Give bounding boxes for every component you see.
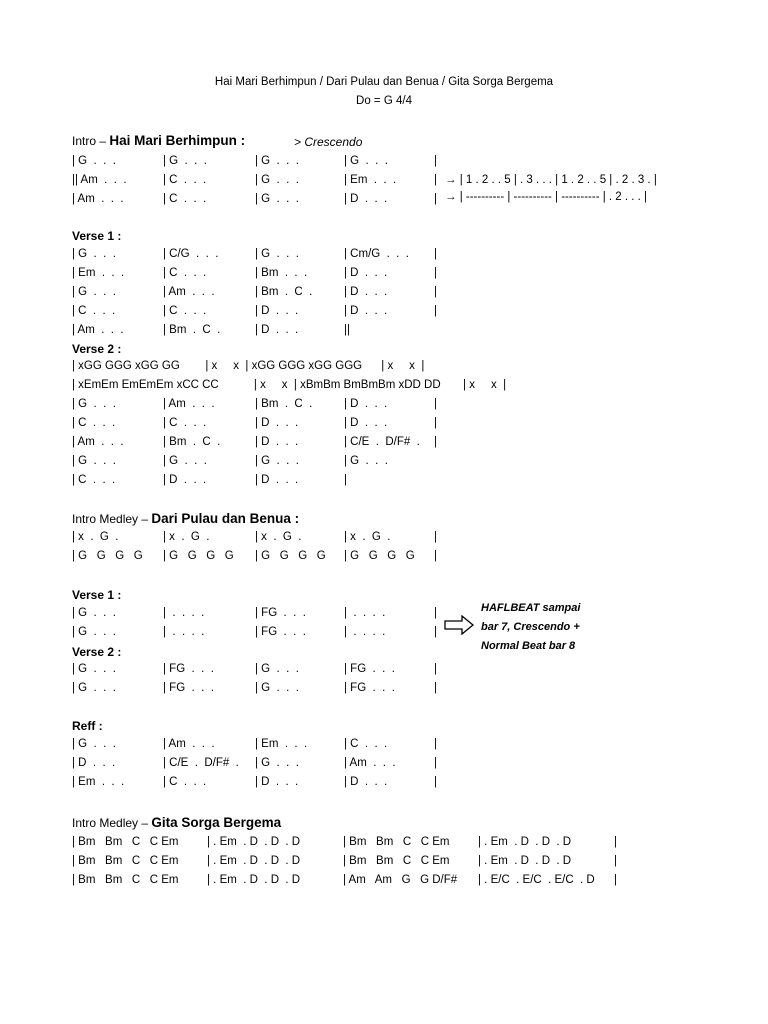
medley-2-song-name: Gita Sorga Bergema [151, 815, 282, 830]
chord-measure: | Am . . . [72, 324, 124, 336]
chord-measure: | G . . . [163, 155, 207, 167]
chord-measure: | Bm . C . [163, 324, 221, 336]
bar-line: | [434, 531, 437, 543]
chord-measure: | G . . . [255, 682, 299, 694]
bar-line: | [434, 155, 437, 167]
chord-measure: | FG . . . [344, 663, 395, 675]
chord-measure: | D . . . [255, 417, 299, 429]
chord-measure: | C . . . [72, 305, 116, 317]
chord-measure: | Bm . C . [255, 398, 313, 410]
chord-measure: | D . . . [255, 324, 299, 336]
chord-measure: | C . . . [163, 305, 207, 317]
chord-measure: | G . . . [72, 455, 116, 467]
chord-measure: | Em . . . [344, 174, 397, 186]
intro-song-name: Hai Mari Berhimpun : [109, 133, 246, 148]
chord-measure: || Am . . . [72, 174, 127, 186]
chord-measure: | x . G . [163, 531, 210, 543]
chord-measure: | G G G G [72, 550, 143, 562]
chord-measure: | Am . . . [344, 757, 396, 769]
chord-measure: | D . . . [255, 436, 299, 448]
chord-measure: | D . . . [344, 193, 388, 205]
chord-measure: | Bm . C . [163, 436, 221, 448]
chord-measure: | C/E . D/F# . [163, 757, 239, 769]
chord-measure: | Am Am G G D/F# [343, 874, 458, 886]
chord-measure: | . Em . D . D . D [478, 836, 572, 848]
chord-measure: | Em . . . [255, 738, 308, 750]
bar-line: | [434, 776, 437, 788]
chord-measure: | G . . . [72, 286, 116, 298]
bar-line: | [434, 550, 437, 562]
chord-measure: | G . . . [255, 757, 299, 769]
chord-measure: | D . . . [255, 474, 299, 486]
verse-2-label: Verse 2 : [72, 342, 122, 356]
medley-1-heading [72, 511, 299, 526]
bar-line: | [614, 855, 617, 867]
chord-measure: | D . . . [344, 417, 388, 429]
bar-line: | [434, 267, 437, 279]
chord-measure: | Am . . . [163, 738, 215, 750]
chord-measure: | G . . . [163, 455, 207, 467]
chord-measure: | D . . . [344, 305, 388, 317]
chord-measure: | [344, 474, 347, 486]
medley-2-prefix: Intro Medley – [72, 816, 152, 830]
chord-measure: | . Em . D . D . D [478, 855, 572, 867]
chord-measure: | D . . . [72, 757, 116, 769]
bar-line: | [434, 174, 437, 186]
chord-measure: | D . . . [344, 776, 388, 788]
bar-line: | [434, 626, 437, 638]
bar-line: | [434, 738, 437, 750]
bar-line: | [434, 248, 437, 260]
chord-measure: | G G G G [255, 550, 326, 562]
chord-measure: | C/G . . . [163, 248, 219, 260]
chord-measure: | Am . . . [72, 193, 124, 205]
intro-heading [72, 133, 245, 148]
chord-measure: | G . . . [255, 174, 299, 186]
chord-measure: | G . . . [255, 155, 299, 167]
chord-measure: | FG . . . [255, 626, 306, 638]
chord-measure: | G . . . [72, 398, 116, 410]
chord-measure: | C/E . D/F# . [344, 436, 420, 448]
chord-measure: | G . . . [72, 155, 116, 167]
chord-measure: | . . . . [344, 607, 386, 619]
chord-measure: | C . . . [72, 474, 116, 486]
chord-measure: | G . . . [72, 626, 116, 638]
bar-line: | [434, 193, 437, 205]
bar-line: | [614, 836, 617, 848]
chord-measure: | C . . . [163, 267, 207, 279]
right-arrow-icon [444, 615, 474, 635]
chord-measure: | G . . . [255, 663, 299, 675]
chord-measure: | . Em . D . D . D [207, 874, 301, 886]
chord-measure: | Bm Bm C C Em [72, 874, 179, 886]
bar-line: | [434, 286, 437, 298]
chord-measure: | Bm Bm C C Em [72, 855, 179, 867]
bar-line: | [434, 417, 437, 429]
chord-measure: | FG . . . [163, 663, 214, 675]
crescendo-note: > Crescendo [294, 135, 363, 149]
bar-line: | [434, 436, 437, 448]
bar-line: | [434, 607, 437, 619]
chord-measure: | G . . . [344, 155, 388, 167]
chord-measure: | Bm Bm C C Em [343, 855, 450, 867]
bar-line: | [434, 398, 437, 410]
bar-line: | [434, 682, 437, 694]
chord-measure: | G . . . [255, 248, 299, 260]
chord-measure: | Bm Bm C C Em [343, 836, 450, 848]
melody-notation-2: → | ---------- | ---------- | ---------- | . 2 . . . | [445, 191, 648, 203]
chord-measure: | D . . . [344, 398, 388, 410]
bar-line: | [434, 663, 437, 675]
chord-measure: | D . . . [163, 474, 207, 486]
chord-measure: | C . . . [163, 174, 207, 186]
chord-measure: | D . . . [255, 776, 299, 788]
chord-measure: || [344, 324, 350, 336]
chord-measure: | G . . . [72, 607, 116, 619]
chord-measure: | G . . . [72, 663, 116, 675]
chord-measure: | G . . . [255, 455, 299, 467]
chord-measure: | Am . . . [72, 436, 124, 448]
strum-pattern-2: | xEmEm EmEmEm xCC CC | x x | xBmBm BmBmBm xDD DD | x x | [72, 379, 507, 391]
chord-measure: | C . . . [163, 193, 207, 205]
chord-measure: | Em . . . [72, 267, 125, 279]
chord-measure: | G G G G [163, 550, 234, 562]
melody-notation-1: → | 1 . 2 . . 5 | . 3 . . . | 1 . 2 . . 5 | . 2 . 3 . | [445, 174, 657, 186]
chord-measure: | . . . . [163, 607, 205, 619]
chord-measure: | x . G . [72, 531, 119, 543]
chord-measure: | G . . . [72, 248, 116, 260]
reff-label: Reff : [72, 719, 103, 733]
chord-measure: | G . . . [344, 455, 388, 467]
verse-1-label: Verse 1 : [72, 229, 122, 243]
chord-measure: | D . . . [344, 286, 388, 298]
chord-measure: | . . . . [163, 626, 205, 638]
chord-measure: | Bm . C . [255, 286, 313, 298]
chord-measure: | Bm Bm C C Em [72, 836, 179, 848]
intro-prefix: Intro – [72, 134, 110, 148]
chord-measure: | C . . . [72, 417, 116, 429]
chord-measure: | C . . . [163, 417, 207, 429]
key-signature: Do = G 4/4 [356, 95, 412, 107]
chord-measure: | Bm . . . [255, 267, 308, 279]
chord-measure: | FG . . . [163, 682, 214, 694]
chord-measure: | Em . . . [72, 776, 125, 788]
chord-measure: | C . . . [163, 776, 207, 788]
dari-verse-2-label: Verse 2 : [72, 645, 122, 659]
medley-1-song-name: Dari Pulau dan Benua : [151, 511, 300, 526]
dari-verse-1-label: Verse 1 : [72, 588, 122, 602]
chord-measure: | D . . . [344, 267, 388, 279]
beat-instruction-note: HAFLBEAT sampai bar 7, Crescendo + Normal Beat bar 8 [481, 602, 581, 652]
chord-measure: | G G G G [344, 550, 415, 562]
bar-line: | [614, 874, 617, 886]
chord-measure: | . Em . D . D . D [207, 855, 301, 867]
chord-measure: | D . . . [255, 305, 299, 317]
bar-line: | [434, 757, 437, 769]
chord-measure: | . Em . D . D . D [207, 836, 301, 848]
chord-measure: | . . . . [344, 626, 386, 638]
medley-2-heading [72, 815, 281, 830]
page-title: Hai Mari Berhimpun / Dari Pulau dan Benua / Gita Sorga Bergema [214, 76, 554, 88]
chord-measure: | Am . . . [163, 398, 215, 410]
chord-measure: | . E/C . E/C . E/C . D [478, 874, 595, 886]
strum-pattern-1: | xGG GGG xGG GG | x x | xGG GGG xGG GGG | x x | [72, 360, 425, 372]
chord-measure: | G . . . [72, 738, 116, 750]
chord-measure: | x . G . [344, 531, 391, 543]
chord-measure: | G . . . [255, 193, 299, 205]
chord-measure: | x . G . [255, 531, 302, 543]
chord-measure: | C . . . [344, 738, 388, 750]
chord-measure: | Cm/G . . . [344, 248, 409, 260]
chord-measure: | FG . . . [344, 682, 395, 694]
chord-measure: | Am . . . [163, 286, 215, 298]
medley-1-prefix: Intro Medley – [72, 512, 152, 526]
bar-line: | [434, 305, 437, 317]
chord-measure: | G . . . [72, 682, 116, 694]
chord-measure: | FG . . . [255, 607, 306, 619]
